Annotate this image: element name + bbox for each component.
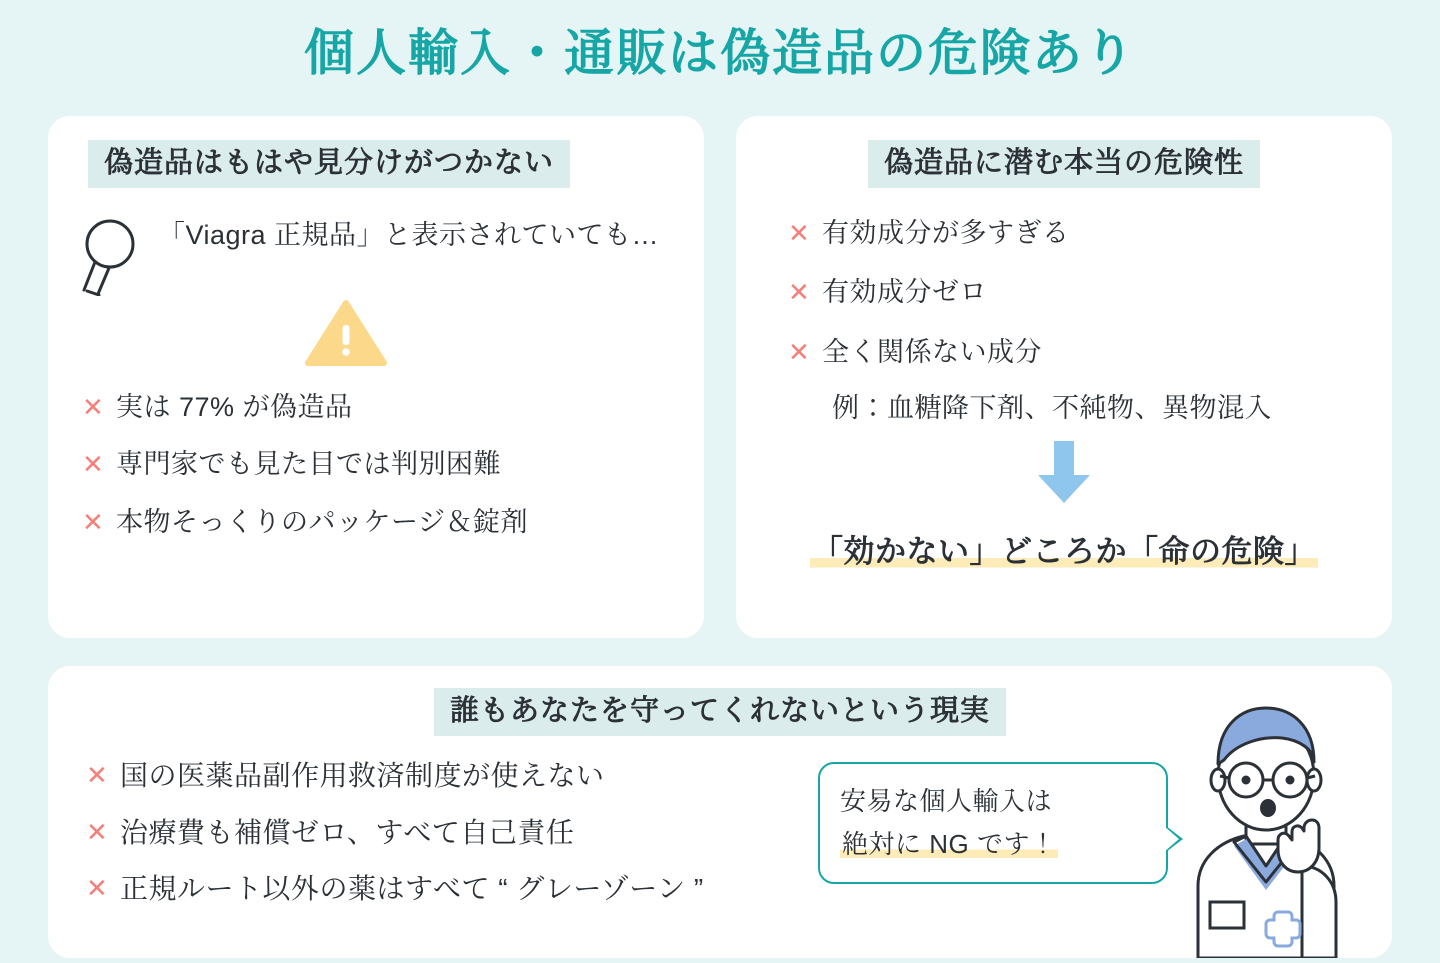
list-item xyxy=(788,214,1358,253)
x-icon: ✕ xyxy=(86,816,109,847)
x-icon: ✕ xyxy=(82,392,105,423)
list-item-label: 治療費も補償ゼロ、すべて自己責任 xyxy=(120,816,575,848)
conclusion-text xyxy=(770,526,1358,571)
card-counterfeit-indistinguishable xyxy=(48,116,704,638)
quote-row xyxy=(82,212,670,301)
bottom-card-list xyxy=(86,756,886,910)
bubble-highlight: 絶対に NG です！ xyxy=(842,828,1057,859)
x-icon: ✕ xyxy=(788,218,811,249)
x-icon: ✕ xyxy=(86,760,109,791)
left-card-heading-wrap xyxy=(82,140,670,188)
left-card-list xyxy=(82,388,670,541)
card-no-protection xyxy=(48,666,1392,958)
list-item xyxy=(82,445,670,484)
list-item xyxy=(86,813,886,854)
example-text: 例：血糖降下剤、不純物、異物混入 xyxy=(832,392,1272,423)
list-item xyxy=(788,273,1358,312)
card-hidden-dangers xyxy=(736,116,1392,638)
list-item-label: 国の医薬品副作用救済制度が使えない xyxy=(120,760,605,792)
bubble-line-1: 安易な個人輸入は xyxy=(840,786,1053,816)
list-item xyxy=(82,503,670,542)
list-item xyxy=(86,756,886,797)
top-row xyxy=(48,116,1392,638)
list-item-label: 有効成分が多すぎる xyxy=(822,218,1070,249)
left-card-heading: 偽造品はもはや見分けがつかない xyxy=(88,140,570,188)
down-arrow-icon xyxy=(770,439,1358,510)
list-item-label: 専門家でも見た目では判別困難 xyxy=(116,449,501,480)
warning-triangle-icon xyxy=(22,297,670,374)
card-grid xyxy=(48,116,1392,958)
list-item xyxy=(82,388,670,427)
list-item-label: 全く関係ない成分 xyxy=(822,336,1042,367)
list-item-label: 本物そっくりのパッケージ＆錠剤 xyxy=(116,506,528,537)
right-card-list xyxy=(788,214,1358,424)
bubble-line-2 xyxy=(840,823,1146,866)
list-item-label: 有効成分ゼロ xyxy=(822,277,987,308)
x-icon: ✕ xyxy=(788,336,811,367)
conclusion-highlight: 「効かない」どころか「命の危険」 xyxy=(812,533,1316,569)
x-icon: ✕ xyxy=(788,277,811,308)
list-item xyxy=(788,333,1358,372)
magnifier-icon xyxy=(82,212,158,301)
quote-text: 「Viagra 正規品」と表示されていても… xyxy=(158,220,660,251)
list-item xyxy=(86,869,886,910)
x-icon: ✕ xyxy=(82,449,105,480)
list-item-label: 正規ルート以外の薬はすべて “ グレーゾーン ” xyxy=(120,873,704,905)
x-icon: ✕ xyxy=(86,873,109,904)
list-item-label: 実は 77% が偽造品 xyxy=(116,392,353,423)
doctor-illustration xyxy=(1152,690,1352,963)
right-card-heading: 偽造品に潜む本当の危険性 xyxy=(868,140,1260,188)
x-icon: ✕ xyxy=(82,506,105,537)
page-title: 個人輸入・通販は偽造品の危険あり xyxy=(304,25,1136,81)
right-card-heading-wrap xyxy=(770,140,1358,188)
speech-bubble xyxy=(818,762,1168,884)
bottom-card-heading: 誰もあなたを守ってくれないという現実 xyxy=(434,688,1006,736)
